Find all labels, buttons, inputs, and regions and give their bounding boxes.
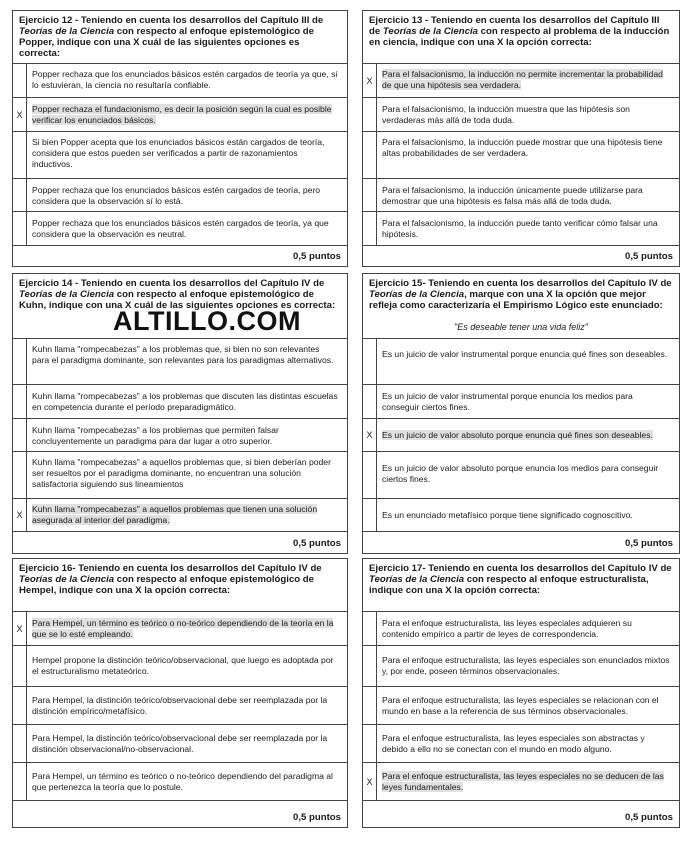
watermark-logo: ALTILLO.COM [113, 306, 301, 336]
option-row[interactable] [13, 64, 347, 98]
option-text: Es un juicio de valor absoluto porque enuncia qué fines son deseables. [382, 430, 653, 440]
points-label: 0,5 puntos [625, 251, 673, 262]
exercise-15-options [363, 338, 679, 532]
answer-checkbox[interactable]: X [13, 612, 27, 645]
exercise-15-question: Ejercicio 15- Teniendo en cuenta los desarrollos del Capítulo IV de Teorías de la Ciencia, marque con una X la opción que mejor refleja como caracterizaría el Empirismo Lógico este enunciado: [369, 278, 672, 311]
answer-checkbox[interactable]: X [13, 499, 27, 531]
answer-checkbox[interactable]: X [363, 419, 377, 451]
option-row[interactable] [363, 339, 679, 385]
option-row[interactable] [363, 385, 679, 419]
answer-checkbox[interactable] [13, 452, 27, 498]
exercise-12-card [12, 10, 348, 267]
option-row[interactable] [363, 132, 679, 179]
answer-checkbox[interactable] [363, 725, 377, 762]
option-text: Kuhn llama "rompecabezas" a los problemas que permiten falsar concluyentemente un paradigma para dar lugar a otro superior. [32, 425, 279, 446]
option-row[interactable] [363, 763, 679, 801]
points-label: 0,5 puntos [293, 251, 341, 262]
option-row[interactable] [13, 419, 347, 452]
answer-checkbox[interactable] [13, 725, 27, 762]
answer-checkbox[interactable] [363, 339, 377, 384]
answer-checkbox[interactable] [363, 612, 377, 645]
exercise-13-question: Ejercicio 13 - Teniendo en cuenta los desarrollos del Capítulo III de Teorías de la Ciencia con respecto al problema de la inducción en ciencia, indique con una X la opción correcta: [369, 15, 670, 48]
option-row[interactable] [13, 725, 347, 763]
option-text: Para el enfoque estructuralista, las leyes especiales son abstractas y debido a ello no se conectan con el mundo en modo alguno. [382, 733, 645, 754]
answer-checkbox[interactable] [13, 212, 27, 245]
option-row[interactable] [363, 179, 679, 212]
exercise-13-card [362, 10, 680, 267]
option-text: Popper rechaza que los enunciados básicos estén cargados de teoría ya que, si lo estuvieran, la ciencia no resultaría confiable. [32, 69, 338, 90]
option-row[interactable] [13, 385, 347, 419]
option-row[interactable] [363, 725, 679, 763]
option-text: Popper rechaza el fundacionismo, es decir la posición según la cual es posible verificar los enunciados básicos. [32, 104, 332, 125]
option-row[interactable] [363, 646, 679, 687]
option-text: Es un juicio de valor absoluto porque enuncia los medios para conseguir ciertos fines. [382, 463, 659, 484]
answer-checkbox[interactable] [13, 419, 27, 451]
answer-checkbox[interactable] [363, 179, 377, 211]
exercise-16-options [13, 611, 347, 801]
option-row[interactable] [13, 132, 347, 179]
exercise-14-options [13, 338, 347, 532]
exercise-13-options [363, 63, 679, 246]
answer-checkbox[interactable] [363, 385, 377, 418]
option-text: Para el falsacionismo, la inducción no permite incrementar la probabilidad de que una hipótesis sea verdadera. [382, 69, 663, 90]
option-text: Kuhn llama "rompecabezas" a los problemas que discuten las distintas escuelas en competencia durante el período preparadigmático. [32, 391, 338, 412]
exercise-17-card [362, 558, 680, 828]
exercise-16-card [12, 558, 348, 828]
option-text: Para el enfoque estructuralista, las leyes especiales son enunciados mixtos y, por ende, poseen términos observacionales. [382, 655, 670, 676]
points-label: 0,5 puntos [625, 538, 673, 549]
answer-checkbox[interactable]: X [13, 98, 27, 131]
option-row[interactable] [13, 687, 347, 725]
option-text: Popper rechaza que los enunciados básicos estén cargados de teoría, pero considera que la observación sí lo está. [32, 185, 321, 206]
option-row[interactable] [363, 452, 679, 499]
option-text: Para el falsacionismo, la inducción puede tanto verificar cómo falsar una hipótesis. [382, 218, 658, 239]
exercise-12-question: Ejercicio 12 - Teniendo en cuenta los desarrollos del Capítulo III de Teorías de la Ciencia con respecto al enfoque epistemológico de Popper, indique con una X cuál de las siguientes opciones es correcta: [19, 15, 324, 59]
option-text: Para Hempel, la distinción teórico/observacional debe ser reemplazada por la distinción observacional/no-observacional. [32, 733, 328, 754]
option-row[interactable] [13, 646, 347, 687]
option-row[interactable] [363, 64, 679, 98]
points-label: 0,5 puntos [293, 812, 341, 823]
option-text: Para el falsacionismo, la inducción muestra que las hipótesis son verdaderas más allá de toda duda. [382, 104, 630, 125]
answer-checkbox[interactable] [13, 179, 27, 211]
option-row[interactable] [363, 212, 679, 246]
quoted-statement: "Es deseable tener una vida feliz" [454, 322, 588, 332]
answer-checkbox[interactable] [363, 452, 377, 498]
option-text: Es un juicio de valor instrumental porque enuncia los medios para conseguir ciertos fines. [382, 391, 633, 412]
exercise-16-question: Ejercicio 16- Teniendo en cuenta los desarrollos del Capítulo IV de Teorías de la Ciencia con respecto al enfoque epistemológico de Hempel, indique con una X la opción correcta: [19, 563, 322, 596]
answer-checkbox[interactable] [363, 98, 377, 131]
option-text: Para el enfoque estructuralista, las leyes especiales no se deducen de las leyes fundamentales. [382, 771, 664, 792]
option-text: Kuhn llama "rompecabezas" a aquellos problemas que tienen una solución asegurada al interior del paradigma. [32, 504, 318, 525]
option-text: Popper rechaza que los enunciados básicos estén cargados de teoría, ya que considera que la observación es neutral. [32, 218, 329, 239]
option-text: Kuhn llama "rompecabezas" a aquellos problemas que, si bien deberían poder ser resueltos por el paradigma dominante, no encuentran una solución satisfactoria siguiendo sus lineamientos [32, 457, 331, 489]
answer-checkbox[interactable] [13, 132, 27, 178]
option-text: Es un enunciado metafísico porque tiene significado cognoscitivo. [382, 510, 633, 520]
option-row[interactable] [13, 763, 347, 801]
option-row[interactable] [363, 98, 679, 132]
answer-checkbox[interactable] [363, 132, 377, 178]
exercise-15-card [362, 273, 680, 554]
answer-checkbox[interactable] [13, 763, 27, 800]
option-row[interactable] [13, 98, 347, 132]
exercise-17-question: Ejercicio 17- Teniendo en cuenta los desarrollos del Capítulo IV de Teorías de la Ciencia con respecto al enfoque estructuralista, indique con una X la opción correcta: [369, 563, 672, 596]
answer-checkbox[interactable] [13, 339, 27, 384]
option-text: Para Hempel, un término es teórico o no-teórico dependiendo del paradigma al que pertenezca la teoría que lo postule. [32, 771, 333, 792]
option-text: Hempel propone la distinción teórico/observacional, que luego es adoptada por el estructuralismo metateórico. [32, 655, 334, 676]
option-text: Para Hempel, la distinción teórico/observacional debe ser reemplazada por la distinción empírico/metafísico. [32, 695, 328, 716]
option-row[interactable] [363, 419, 679, 452]
exercise-17-options [363, 611, 679, 801]
option-text: Si bien Popper acepta que los enunciados básicos están cargados de teoría, considera que estos pueden ser verificados a partir de razonamientos inductivos. [32, 137, 325, 169]
option-row[interactable] [13, 452, 347, 499]
answer-checkbox[interactable] [363, 212, 377, 245]
answer-checkbox[interactable] [363, 687, 377, 724]
option-text: Para el enfoque estructuralista, las leyes especiales se relacionan con el mundo en base a la referencia de sus términos observacionales. [382, 695, 659, 716]
exercise-14-question: Ejercicio 14 - Teniendo en cuenta los desarrollos del Capítulo IV de Teorías de la Ciencia con respecto al enfoque epistemológico de Kuhn, indique con una X cuál de las siguientes opciones es correcta: [19, 278, 336, 311]
exercise-12-options [13, 63, 347, 246]
option-text: Para el falsacionismo, la inducción únicamente puede utilizarse para demostrar que una hipótesis es falsa más allá de toda duda. [382, 185, 643, 206]
answer-checkbox[interactable]: X [363, 763, 377, 800]
option-text: Para el enfoque estructuralista, las leyes especiales adquieren su contenido empírico a partir de leyes de correspondencia. [382, 618, 632, 639]
answer-checkbox[interactable]: X [363, 64, 377, 97]
answer-checkbox[interactable] [13, 64, 27, 97]
answer-checkbox[interactable] [363, 499, 377, 531]
answer-checkbox[interactable] [13, 646, 27, 686]
option-row[interactable] [363, 499, 679, 532]
option-row[interactable] [363, 687, 679, 725]
option-row[interactable] [13, 179, 347, 212]
answer-checkbox[interactable] [13, 687, 27, 724]
option-row[interactable] [13, 499, 347, 532]
option-row[interactable] [13, 212, 347, 246]
option-text: Kuhn llama "rompecabezas" a los problemas que, si bien no son relevantes para el paradigma dominante, son relevantes para los paradigmas alternativos. [32, 344, 334, 365]
option-row[interactable] [13, 612, 347, 646]
option-row[interactable] [13, 339, 347, 385]
answer-checkbox[interactable] [363, 646, 377, 686]
option-text: Es un juicio de valor instrumental porque enuncia qué fines son deseables. [382, 349, 668, 359]
answer-checkbox[interactable] [13, 385, 27, 418]
option-text: Para el falsacionismo, la inducción puede mostrar que una hipótesis tiene altas probabilidades de ser verdadera. [382, 137, 663, 158]
points-label: 0,5 puntos [293, 538, 341, 549]
points-label: 0,5 puntos [625, 812, 673, 823]
option-text: Para Hempel, un término es teórico o no-teórico dependiendo de la teoría en la que se lo esté empleando. [32, 618, 334, 639]
option-row[interactable] [363, 612, 679, 646]
